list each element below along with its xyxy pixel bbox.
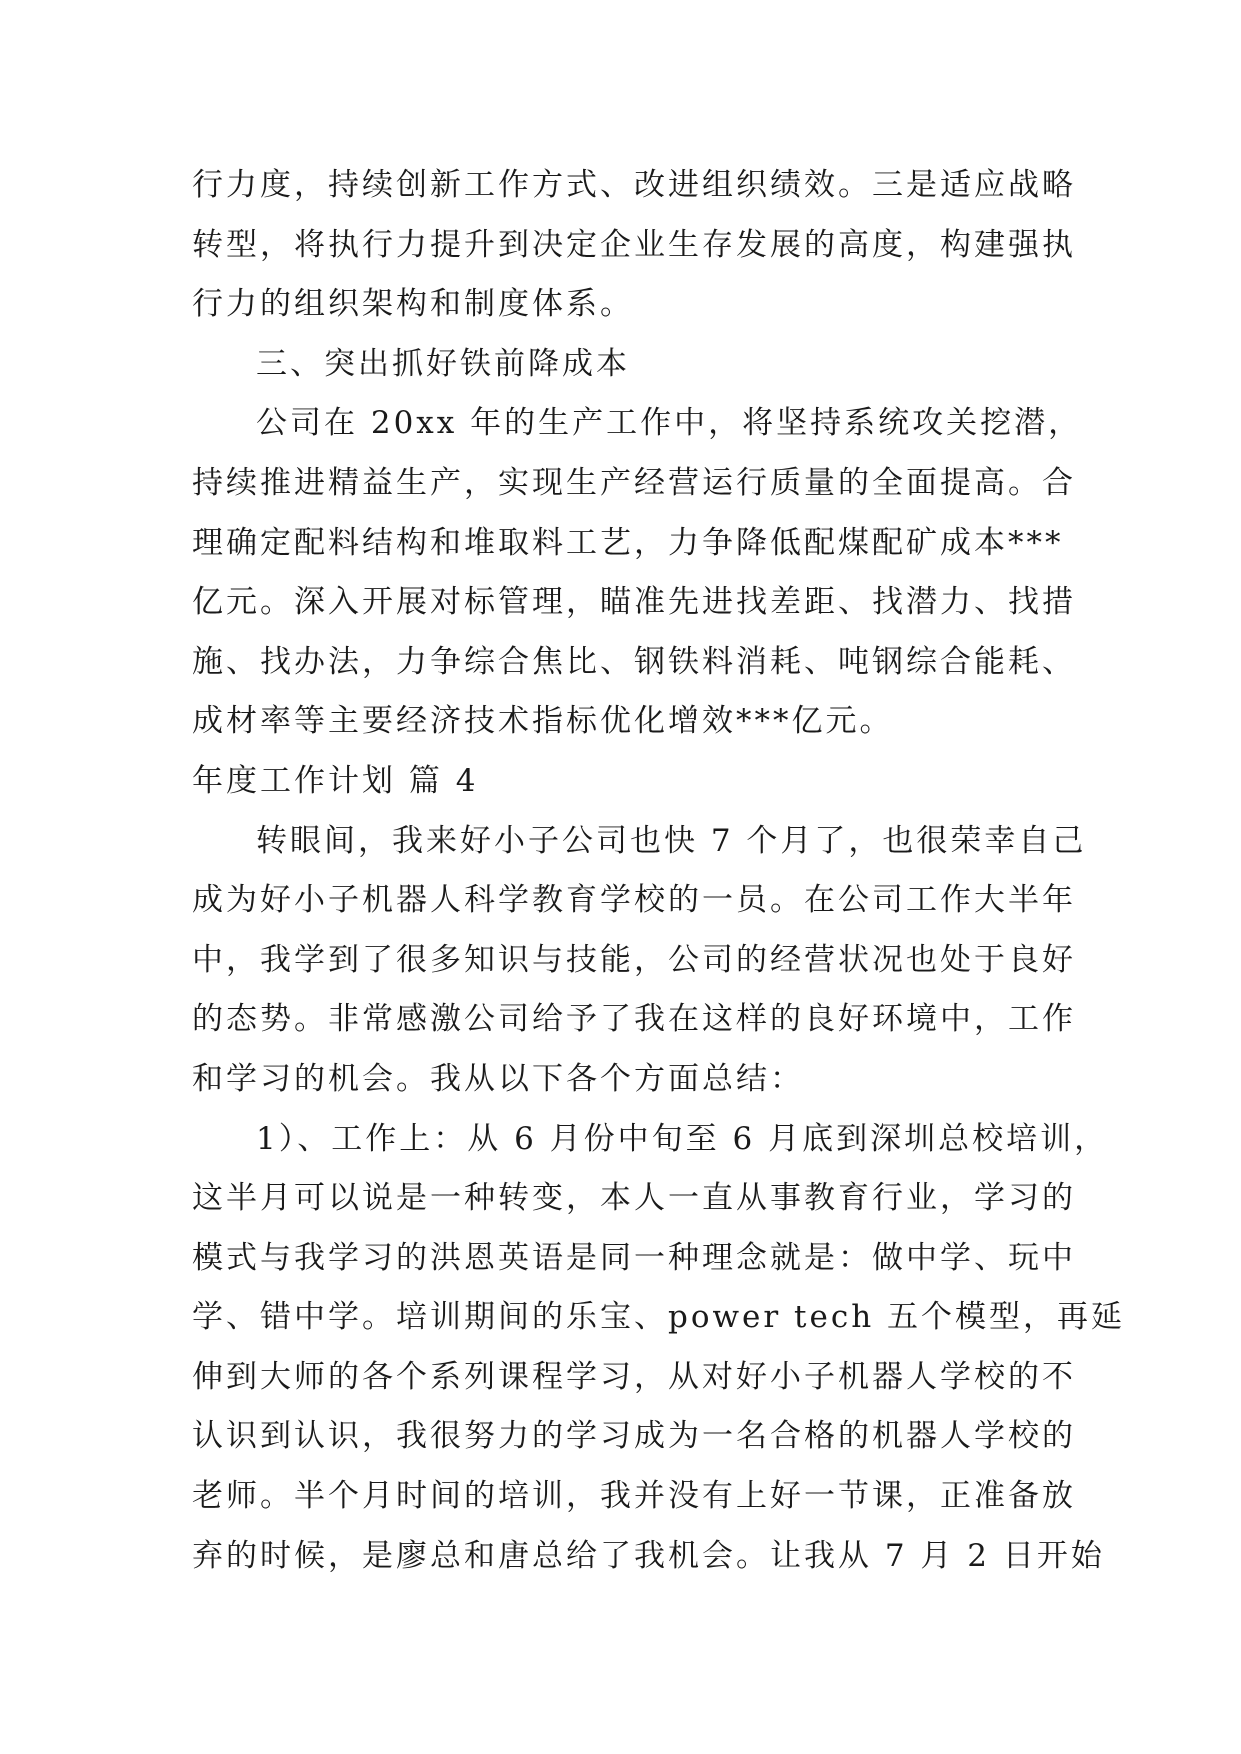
text-line: 这半月可以说是一种转变，本人一直从事教育行业，学习的 xyxy=(192,1180,1076,1217)
text-line: 成材率等主要经济技术指标优化增效***亿元。 xyxy=(192,703,894,740)
text-line: 亿元。深入开展对标管理，瞄准先进找差距、找潜力、找措 xyxy=(192,584,1076,621)
text-line: 弃的时候，是廖总和唐总给了我机会。让我从 7 月 2 日开始 xyxy=(192,1537,1105,1574)
text-line: 公司在 20xx 年的生产工作中，将坚持系统攻关挖潜， xyxy=(256,405,1083,442)
text-line: 理确定配料结构和堆取料工艺，力争降低配煤配矿成本*** xyxy=(192,524,1064,561)
text-line: 中，我学到了很多知识与技能，公司的经营状况也处于良好 xyxy=(192,941,1076,978)
text-line: 的态势。非常感激公司给予了我在这样的良好环境中，工作 xyxy=(192,1001,1076,1038)
text-line: 持续推进精益生产，实现生产经营运行质量的全面提高。合 xyxy=(192,464,1076,501)
text-line: 和学习的机会。我从以下各个方面总结： xyxy=(192,1060,804,1097)
document-body xyxy=(192,156,1126,1586)
text-line: 伸到大师的各个系列课程学习，从对好小子机器人学校的不 xyxy=(192,1358,1076,1395)
text-line: 认识到认识，我很努力的学习成为一名合格的机器人学校的 xyxy=(192,1418,1076,1455)
text-line: 1）、工作上：从 6 月份中旬至 6 月底到深圳总校培训， xyxy=(256,1120,1109,1157)
section-heading: 三、突出抓好铁前降成本 xyxy=(256,345,630,382)
text-line: 老师。半个月时间的培训，我并没有上好一节课，正准备放 xyxy=(192,1478,1076,1515)
text-line: 施、找办法，力争综合焦比、钢铁料消耗、吨钢综合能耗、 xyxy=(192,643,1076,680)
article-title: 年度工作计划 篇 4 xyxy=(192,762,479,799)
text-line: 行力度，持续创新工作方式、改进组织绩效。三是适应战略 xyxy=(192,167,1076,203)
text-line: 模式与我学习的洪恩英语是同一种理念就是：做中学、玩中 xyxy=(192,1239,1076,1276)
text-line: 转眼间，我来好小子公司也快 7 个月了，也很荣幸自己 xyxy=(256,822,1087,859)
text-line: 学、错中学。培训期间的乐宝、power tech 五个模型，再延 xyxy=(192,1299,1126,1336)
text-line: 成为好小子机器人科学教育学校的一员。在公司工作大半年 xyxy=(192,882,1076,919)
text-line: 行力的组织架构和制度体系。 xyxy=(192,286,634,323)
text-line: 转型，将执行力提升到决定企业生存发展的高度，构建强执 xyxy=(192,226,1076,263)
